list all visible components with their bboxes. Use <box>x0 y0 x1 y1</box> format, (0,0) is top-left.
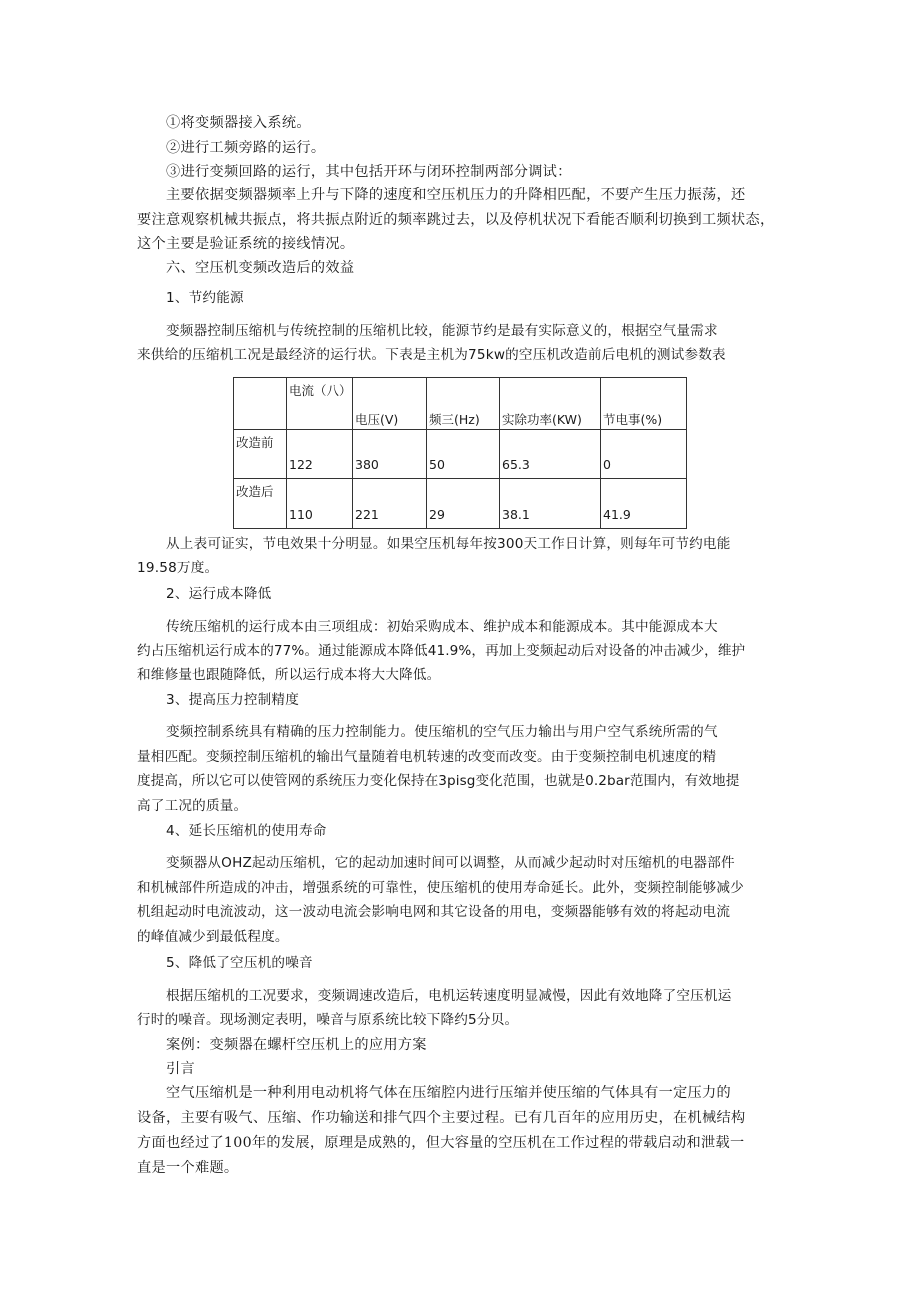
intro-heading: 引言 <box>166 1061 195 1077</box>
step-1: ①将变频器接入系统。 <box>166 115 311 131</box>
table-cell: 41.9 <box>601 479 687 529</box>
section-5-line: 根据压缩机的工况要求，变频调速改造后，电机运转速度明显减慢，因此有效地降了空压机运 <box>166 988 732 1004</box>
measurement-table <box>233 377 687 529</box>
debug-note-line: 这个主要是验证系统的接线情况。 <box>137 236 355 252</box>
section-3-line: 变频控制系统具有精确的压力控制能力。使压缩机的空气压力输出与用户空气系统所需的气 <box>166 724 718 740</box>
table-header-cell: 实除功率(KW) <box>500 378 601 430</box>
debug-note-line: 主要依据变频器频率上升与下降的速度和空压机压力的升降相匹配，不要产生压力振荡，还 <box>166 187 746 203</box>
intro-line: 方面也经过了100年的发展，原理是成熟的，但大容量的空压机在工作过程的带载启动和泄载一 <box>137 1135 745 1151</box>
intro-line: 直是一个难题。 <box>137 1160 239 1176</box>
section-3-line: 高了工况的质量。 <box>137 798 248 814</box>
table-cell: 改造后 <box>234 479 287 529</box>
section-2-heading: 2、运行成本降低 <box>166 586 272 602</box>
section-3-line: 量相匹配。变频控制压缩机的输出气量随着电机转速的改变而改变。由于变频控制电机速度的精 <box>137 749 717 765</box>
table-cell: 110 <box>287 479 353 529</box>
section-2-line: 传统压缩机的运行成本由三项组成：初始采购成本、维护成本和能源成本。其中能源成本大 <box>166 619 718 635</box>
step-2: ②进行工频旁路的运行。 <box>166 140 326 156</box>
table-cell: 50 <box>427 430 500 479</box>
table-header-row <box>234 378 687 430</box>
section-4-heading: 4、延长压缩机的使用寿命 <box>166 823 327 839</box>
section-4-line: 的峰值减少到最低程度。 <box>137 929 289 945</box>
table-header-cell <box>234 378 287 430</box>
table-cell: 380 <box>353 430 427 479</box>
table-cell: 38.1 <box>500 479 601 529</box>
table-cell: 29 <box>427 479 500 529</box>
debug-note-line: 要注意观察机械共振点，将共振点附近的频率跳过去，以及停机状况下看能否顺利切换到工频状态， <box>137 212 775 228</box>
section-4-line: 变频器从OHZ起动压缩机，它的起动加速时间可以调整，从而减少起动时对压缩机的电器部件 <box>166 855 735 871</box>
intro-line: 设备，主要有吸气、压缩、作功输送和排气四个主要过程。已有几百年的应用历史，在机械结构 <box>137 1110 746 1126</box>
step-3: ③进行变频回路的运行，其中包括开环与闭环控制两部分调试： <box>166 164 572 180</box>
section-6-heading: 六、空压机变频改造后的效益 <box>166 260 355 276</box>
table-header-cell: 频三(Hz) <box>427 378 500 430</box>
case-title: 案例：变频器在螺杆空压机上的应用方案 <box>166 1037 427 1053</box>
table-cell: 改造前 <box>234 430 287 479</box>
after-table-line: 19.58万度。 <box>137 560 219 576</box>
table-cell: 65.3 <box>500 430 601 479</box>
table-row <box>234 430 687 479</box>
section-4-line: 机组起动时电流波动，这一波动电流会影响电网和其它设备的用电，变频器能够有效的将起动电流 <box>137 904 731 920</box>
after-table-line: 从上表可证实，节电效果十分明显。如果空压机每年按300天工作日计算，则每年可节约电能 <box>166 536 731 552</box>
intro-line: 空气压缩机是一种利用电动机将气体在压缩腔内进行压缩并使压缩的气体具有一定压力的 <box>166 1085 732 1101</box>
section-3-heading: 3、提高压力控制精度 <box>166 692 299 708</box>
table-row <box>234 479 687 529</box>
table-cell: 221 <box>353 479 427 529</box>
section-2-line: 和维修量也跟随降低，所以运行成本将大大降低。 <box>137 667 441 683</box>
section-1-line: 来供给的压缩机工况是最经济的运行状。下表是主机为75kw的空压机改造前后电机的测试参数表 <box>137 347 726 363</box>
table-cell: 0 <box>601 430 687 479</box>
section-1-heading: 1、节约能源 <box>166 290 244 306</box>
table-cell: 122 <box>287 430 353 479</box>
section-3-line: 度提高，所以它可以使管网的系统压力变化保持在3pisg变化范围，也就是0.2bar范围内，有效地提 <box>137 773 740 789</box>
table-header-cell: 节电事(%) <box>601 378 687 430</box>
section-2-line: 约占压缩机运行成本的77%。通过能源成本降低41.9%，再加上变频起动后对设备的冲击减少，维护 <box>137 643 746 659</box>
table-header-cell: 电流（八） <box>287 378 353 430</box>
section-1-line: 变频器控制压缩机与传统控制的压缩机比较，能源节约是最有实际意义的，根据空气量需求 <box>166 323 718 339</box>
section-4-line: 和机械部件所造成的冲击，增强系统的可靠性，使压缩机的使用寿命延长。此外，变频控制能够减少 <box>137 880 744 896</box>
table-header-cell: 电压(V) <box>353 378 427 430</box>
section-5-heading: 5、降低了空压机的噪音 <box>166 955 313 971</box>
section-5-line: 行时的噪音。现场测定表明，噪音与原系统比较下降约5分贝。 <box>137 1012 519 1028</box>
